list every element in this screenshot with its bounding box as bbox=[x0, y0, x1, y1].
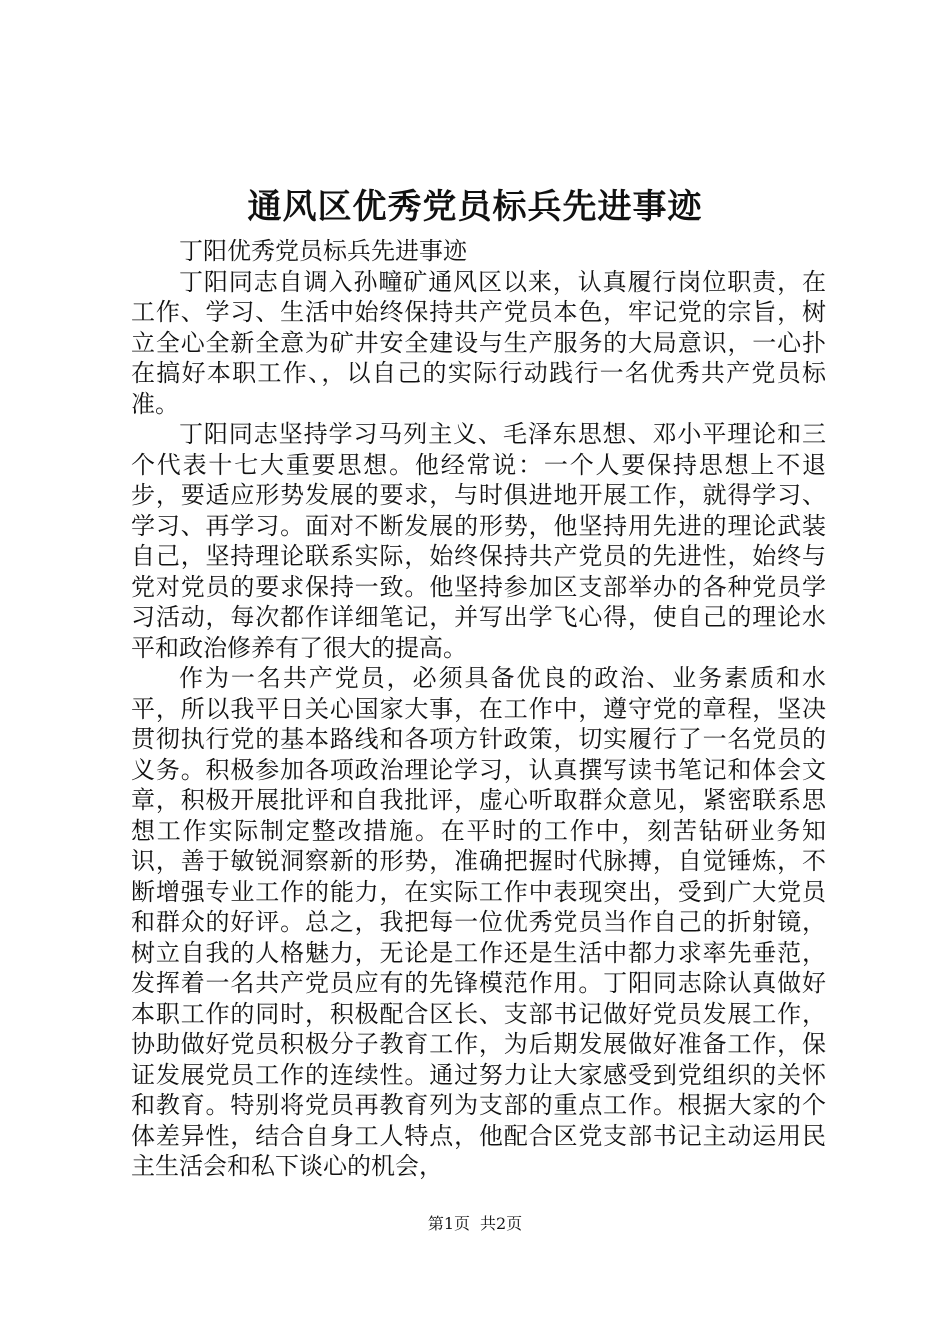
body-paragraph-2: 丁阳同志坚持学习马列主义、毛泽东思想、邓小平理论和三个代表十七大重要思想。他经常说：一个人要保持思想上不退步，要适应形势发展的要求，与时俱进地开展工作，就得学习、学习、再学习。面对不断发展的形势，他坚持用先进的理论武装自己，坚持理论联系实际，始终保持共产党员的先进性，始终与党对党员的要求保持一致。他坚持参加区支部举办的各种党员学习活动，每次都作详细笔记，并写出学飞心得，使自己的理论水平和政治修养有了很大的提高。 bbox=[131, 420, 826, 662]
body-paragraph-3: 作为一名共产党员，必须具备优良的政治、业务素质和水平，所以我平日关心国家大事，在工作中，遵守党的章程，坚决贯彻执行党的基本路线和各项方针政策，切实履行了一名党员的义务。积极参加各项政治理论学习，认真撰写读书笔记和体会文章，积极开展批评和自我批评，虚心听取群众意见，紧密联系思想工作实际制定整改措施。在平时的工作中，刻苦钻研业务知识，善于敏锐洞察新的形势，准确把握时代脉搏，自觉锤炼，不断增强专业工作的能力，在实际工作中表现突出，受到广大党员和群众的好评。总之，我把每一位优秀党员当作自己的折射镜，树立自我的人格魅力，无论是工作还是生活中都力求率先垂范，发挥着一名共产党员应有的先锋模范作用。丁阳同志除认真做好本职工作的同时，积极配合区长、支部书记做好党员发展工作，协助做好党员积极分子教育工作，为后期发展做好准备工作，保证发展党员工作的连续性。通过努力让大家感受到党组织的关怀和教育。特别将党员再教育列为支部的重点工作。根据大家的个体差异性，结合自身工人特点，他配合区党支部书记主动运用民主生活会和私下谈心的机会， bbox=[131, 664, 826, 1180]
page-count: 共2页 bbox=[480, 1214, 523, 1233]
page-number: 第1页 bbox=[427, 1214, 470, 1233]
page-footer bbox=[0, 1213, 950, 1235]
document-title: 通风区优秀党员标兵先进事迹 bbox=[247, 187, 703, 227]
body-paragraph-1: 丁阳同志自调入孙疃矿通风区以来，认真履行岗位职责，在工作、学习、生活中始终保持共产党员本色，牢记党的宗旨，树立全心全新全意为矿井安全建设与生产服务的大局意识，一心扑在搞好本职工作、，以自己的实际行动践行一名优秀共产党员标准。 bbox=[131, 267, 826, 418]
subtitle-paragraph: 丁阳优秀党员标兵先进事迹 bbox=[179, 237, 467, 265]
document-body bbox=[131, 236, 826, 1182]
